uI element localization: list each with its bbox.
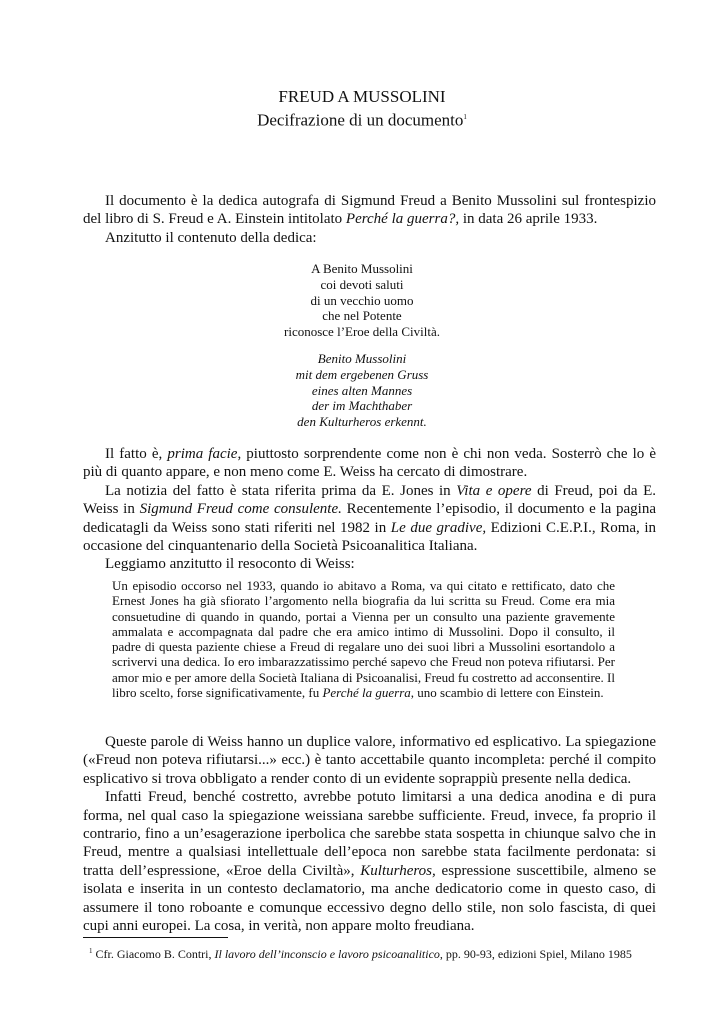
book-title: Perché la guerra bbox=[322, 685, 411, 701]
footnote-separator bbox=[83, 937, 228, 938]
text-run: Infatti Freud, benché costretto, avrebbe potuto limitarsi a una dedica anodina e di pura forma, nel qual caso la spiegazione weissiana sarebbe sufficiente. Freud, invece, fa proprio il contrario, fino a un’esagerazione iperbolica che sarebbe stata sospetta in chiunque salvo che in Freud, mentre a qualsiasi intellettuale dell’epoca non sarebbe stata facilmente perdonata: si tratta dell’espressione, «Eroe della Civiltà», bbox=[83, 789, 656, 879]
text-run: Cfr. Giacomo B. Contri, bbox=[92, 947, 215, 961]
page-title: FREUD A MUSSOLINI bbox=[278, 87, 446, 106]
text-run: , piuttosto sorprendente come non è chi non veda. Sosterrò che lo è più di quanto appare, e non meno come E. Weiss ha cercato di dimostrare. bbox=[83, 446, 656, 481]
text-run: La notizia del fatto è stata riferita prima da E. Jones in bbox=[105, 482, 457, 499]
german-term: Kulturheros, bbox=[360, 862, 436, 879]
latin-phrase: prima facie bbox=[167, 446, 238, 462]
dedication-line: mit dem ergebenen Gruss bbox=[295, 366, 429, 382]
paragraph-sources bbox=[83, 482, 656, 556]
book-title: Vita e opere bbox=[456, 482, 532, 499]
middle-section bbox=[83, 445, 656, 574]
text-run: Edizioni C.E.P.I., Roma, in occasione del cinquantenario della Società Psicoanalitica Italiana. bbox=[83, 519, 656, 555]
text-run: Il documento è la dedica autografa di Sigmund Freud a Benito Mussolini sul frontespizio del libro di S. Freud e A. Einstein intitolato bbox=[83, 193, 656, 228]
book-title: Sigmund Freud come consulente. bbox=[139, 501, 342, 518]
paragraph-double-value: Queste parole di Weiss hanno un duplice valore, informativo ed esplicativo. La spiegazione («Freud non poteva rifiutarsi...» ecc.) è tanto accettabile quanto incompleta: perché il compito esplicativo si trova obbligato a render conto di un evidente soprappiù presente nella dedica. bbox=[83, 734, 656, 787]
weiss-quote bbox=[112, 578, 615, 700]
closing-section bbox=[83, 733, 656, 935]
title-block bbox=[0, 86, 724, 131]
dedication-line: riconosce l’Eroe della Civiltà. bbox=[284, 324, 440, 340]
dedication-german bbox=[0, 351, 724, 430]
paragraph-weiss-lead: Leggiamo anzitutto il resoconto di Weiss: bbox=[105, 556, 355, 573]
book-title: Il lavoro dell’inconscio e lavoro psicoanalitico bbox=[214, 947, 440, 961]
page-subtitle bbox=[0, 107, 724, 131]
text-run: espressione suscettibile, almeno se isolata e inserita in un contesto declamatorio, ma anche dedicatorio come in questo caso, di assumere il tono roboante e comunque eccessivo degno dello stile, non solo fascista, di quei cupi anni europei. La cosa, in verità, non appare molto freudiana. bbox=[83, 862, 656, 935]
dedication-line: eines alten Mannes bbox=[311, 382, 413, 398]
book-title: Le due gradive, bbox=[390, 519, 487, 536]
text-run: di Freud, poi da E. Weiss in bbox=[83, 482, 657, 518]
text-run: Il fatto è, bbox=[105, 446, 168, 462]
dedication-italian bbox=[0, 261, 724, 340]
paragraph-kulturheros bbox=[83, 788, 656, 935]
dedication-line: den Kulturheros erkennt. bbox=[297, 414, 427, 430]
dedication-line: der im Machthaber bbox=[311, 398, 413, 414]
paragraph-intro bbox=[83, 192, 656, 229]
text-run: , uno scambio di lettere con Einstein. bbox=[410, 685, 604, 701]
dedication-line: di un vecchio uomo bbox=[310, 292, 414, 308]
dedication-line: che nel Potente bbox=[322, 308, 402, 324]
dedication-line: Benito Mussolini bbox=[317, 351, 407, 366]
book-title: Perché la guerra?, bbox=[345, 211, 460, 228]
text-run: Un episodio occorso nel 1933, quando io abitavo a Roma, va qui citato e rettificato, dato che Ernest Jones ha già sfiorato l’argomento nella biografia da lui scritta su Freud. Come era mia consuetudine di quando in quando, portai a Vienna per un consulto una paziente gravemente ammalata e accompagnata dal padre che era amico intimo di Mussolini. Dopo il consulto, il padre di questa paziente chiese a Freud di regalare uno dei suoi libri a Mussolini esortandolo a scrivervi una dedica. Io ero imbarazzatissimo perché sapevo che Freud non poteva rifiutarsi. Per amor mio e per amore della Società Italiana di Psicoanalisi, Freud fu costretto ad acconsentire. Il libro scelto, forse significativamente, fu bbox=[112, 578, 615, 701]
dedication-line: coi devoti saluti bbox=[320, 276, 404, 292]
footnote bbox=[83, 944, 662, 961]
intro-section bbox=[83, 192, 656, 247]
dedication-line: A Benito Mussolini bbox=[311, 261, 413, 276]
text-run: in data 26 aprile 1933. bbox=[459, 211, 598, 228]
quote-paragraph bbox=[112, 578, 615, 700]
text-run: , pp. 90-93, edizioni Spiel, Milano 1985 bbox=[439, 947, 632, 961]
text-run: Recentemente l’episodio, il documento e la pagina dedicatagli da Weiss sono stati riferiti nel 1982 in bbox=[83, 501, 657, 536]
paragraph-prima-facie bbox=[83, 445, 656, 482]
footnote-number: 1 bbox=[89, 947, 93, 955]
footnote-reference: 1 bbox=[463, 113, 467, 121]
subtitle-text: Decifrazione di un documento bbox=[257, 110, 464, 130]
paragraph-dedication-lead: Anzitutto il contenuto della dedica: bbox=[105, 229, 317, 246]
